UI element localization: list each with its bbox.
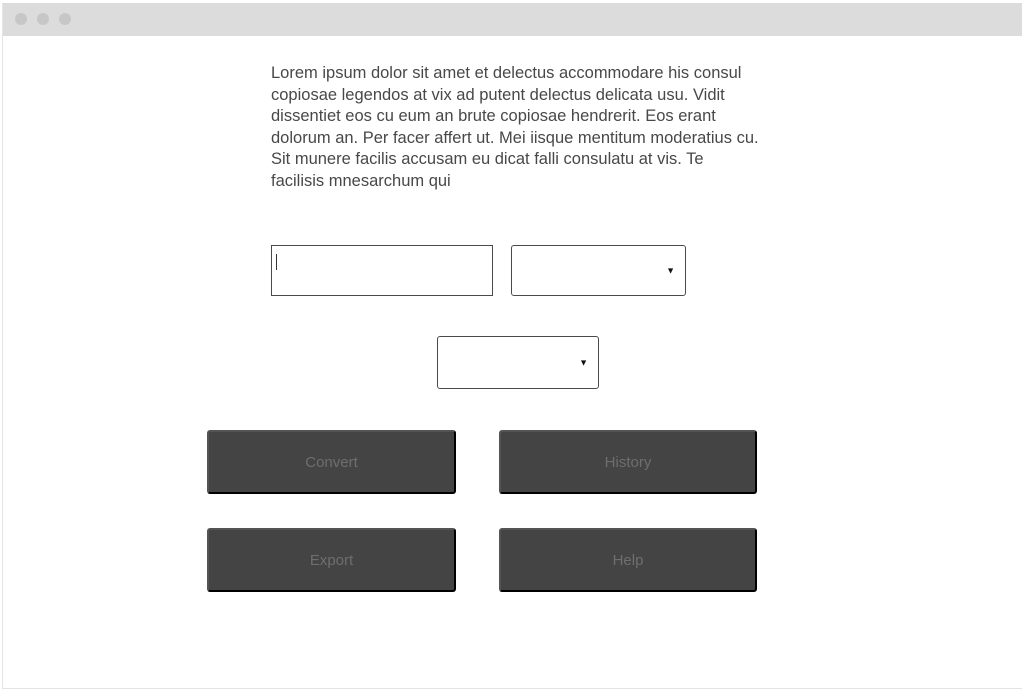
- description-text: Lorem ipsum dolor sit amet et delectus accommodare his consul copiosae legendos at vix ad putent delectus delicata usu. Vidit dissentiet eos cu eum an brute copiosae hendrerit. Eos erant dolorum an. Per facer affert ut. Mei iisque mentitum moderatius cu. Sit munere facilis accusam eu dicat falli consulatu at vis. Te facilisis mnesarchum qui: [271, 64, 759, 190]
- history-button[interactable]: History: [499, 430, 757, 494]
- export-button[interactable]: Export: [207, 528, 456, 592]
- help-button[interactable]: Help: [499, 528, 757, 592]
- text-input[interactable]: [271, 245, 493, 296]
- dropdown-arrow-icon: ▼: [579, 357, 588, 367]
- window-minimize-control[interactable]: [37, 13, 49, 25]
- convert-button[interactable]: Convert: [207, 430, 456, 494]
- dropdown-arrow-icon: ▼: [666, 265, 675, 275]
- text-cursor: [276, 254, 277, 270]
- dropdown-select-1[interactable]: [511, 245, 686, 296]
- window-maximize-control[interactable]: [59, 13, 71, 25]
- dropdown-select-2[interactable]: [437, 336, 599, 389]
- title-bar: [3, 3, 1022, 36]
- window-close-control[interactable]: [15, 13, 27, 25]
